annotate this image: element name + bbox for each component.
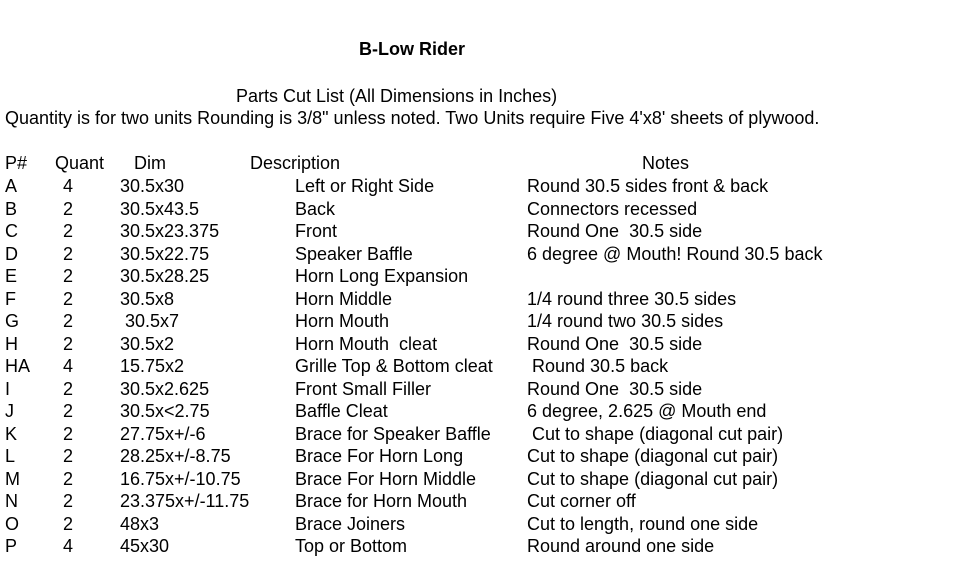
cell-quantity: 2: [63, 513, 74, 534]
cell-quantity: 2: [63, 446, 74, 466]
table-row: [0, 220, 966, 243]
cell-description: Brace Joiners: [295, 513, 406, 534]
table-row: [0, 535, 966, 558]
cell-dimension: 45x30: [120, 536, 170, 556]
cell-description: Horn Long Expansion: [295, 266, 469, 286]
cell-quantity: 2: [63, 198, 74, 219]
cell-quantity: 2: [63, 491, 74, 511]
cell-description: Top or Bottom: [295, 536, 408, 556]
cell-dimension: 23.375x+/-11.75: [120, 491, 250, 511]
cell-notes: Connectors recessed: [527, 198, 698, 219]
cell-description: Front: [295, 221, 338, 241]
table-row: [0, 400, 966, 423]
header-description: Description: [250, 153, 341, 173]
cell-part: B: [5, 198, 18, 219]
cell-part: HA: [5, 356, 31, 376]
table-row: [0, 378, 966, 401]
cell-notes: Cut corner off: [527, 491, 636, 511]
cell-part: K: [5, 423, 18, 444]
cell-dimension: 30.5x28.25: [120, 266, 210, 286]
cell-notes: Cut to shape (diagonal cut pair): [527, 446, 779, 466]
table-row: [0, 288, 966, 311]
cell-description: Front Small Filler: [295, 378, 432, 399]
cell-notes: Round around one side: [527, 536, 715, 556]
header-dimension: Dim: [134, 153, 166, 173]
cell-part: M: [5, 468, 20, 489]
cell-quantity: 4: [63, 536, 74, 556]
cell-description: Brace for Speaker Baffle: [295, 423, 491, 444]
cell-notes: Round One 30.5 side: [527, 378, 703, 399]
cell-part: I: [5, 378, 11, 399]
cell-part: C: [5, 221, 18, 241]
cell-quantity: 2: [63, 423, 74, 444]
table-row: [0, 355, 966, 378]
cell-dimension: 15.75x2: [120, 356, 185, 376]
cell-description: Left or Right Side: [295, 176, 435, 196]
document-title: B-Low Rider: [359, 39, 465, 59]
cell-dimension: 30.5x<2.75: [120, 401, 210, 421]
cell-description: Grille Top & Bottom cleat: [295, 356, 493, 376]
table-row: [0, 265, 966, 288]
cell-quantity: 2: [63, 221, 74, 241]
table-row: [0, 490, 966, 513]
cell-part: L: [5, 446, 16, 466]
table-row: [0, 445, 966, 468]
table-row: [0, 310, 966, 333]
cell-description: Horn Mouth cleat: [295, 333, 438, 354]
cell-quantity: 2: [63, 311, 74, 331]
cell-dimension: 30.5x8: [120, 288, 175, 309]
table-row: [0, 333, 966, 356]
cell-quantity: 2: [63, 378, 74, 399]
cell-description: Speaker Baffle: [295, 243, 413, 264]
cell-description: Horn Mouth: [295, 311, 390, 331]
cell-notes: Round 30.5 back: [527, 356, 669, 376]
cell-dimension: 30.5x23.375: [120, 221, 220, 241]
cell-part: O: [5, 513, 20, 534]
table-row: [0, 468, 966, 491]
cell-dimension: 30.5x7: [120, 311, 180, 331]
cell-notes: 1/4 round two 30.5 sides: [527, 311, 724, 331]
cell-quantity: 4: [63, 356, 74, 376]
cell-quantity: 2: [63, 333, 74, 354]
table-row: [0, 243, 966, 266]
cell-description: Baffle Cleat: [295, 401, 388, 421]
cell-notes: Cut to length, round one side: [527, 513, 759, 534]
document-subtitle: Parts Cut List (All Dimensions in Inches): [236, 86, 558, 106]
table-header: [0, 152, 966, 175]
cell-notes: 1/4 round three 30.5 sides: [527, 288, 737, 309]
cell-notes: Round 30.5 sides front & back: [527, 176, 769, 196]
cell-notes: 6 degree @ Mouth! Round 30.5 back: [527, 243, 823, 264]
cell-part: N: [5, 491, 18, 511]
cell-dimension: 16.75x+/-10.75: [120, 468, 241, 489]
cell-part: J: [5, 401, 14, 421]
cell-part: H: [5, 333, 18, 354]
table-row: [0, 513, 966, 536]
cell-quantity: 2: [63, 266, 74, 286]
cell-quantity: 2: [63, 243, 74, 264]
cell-quantity: 2: [63, 401, 74, 421]
cell-notes: Round One 30.5 side: [527, 333, 703, 354]
cell-quantity: 4: [63, 176, 74, 196]
cell-part: P: [5, 536, 18, 556]
header-notes: Notes: [642, 153, 690, 173]
cell-dimension: 30.5x2: [120, 333, 175, 354]
quantity-note: Quantity is for two units Rounding is 3/8" unless noted. Two Units require Five 4'x8' sheets of plywood.: [5, 108, 820, 128]
cell-dimension: 30.5x43.5: [120, 198, 200, 219]
cell-notes: Round One 30.5 side: [527, 221, 703, 241]
cell-part: D: [5, 243, 18, 264]
cell-description: Back: [295, 198, 336, 219]
cell-dimension: 30.5x2.625: [120, 378, 210, 399]
cell-part: F: [5, 288, 16, 309]
cell-notes: 6 degree, 2.625 @ Mouth end: [527, 401, 767, 421]
cell-description: Brace for Horn Mouth: [295, 491, 468, 511]
table-row: [0, 198, 966, 221]
cell-dimension: 30.5x30: [120, 176, 185, 196]
cell-dimension: 28.25x+/-8.75: [120, 446, 231, 466]
cell-quantity: 2: [63, 288, 74, 309]
cell-notes: Cut to shape (diagonal cut pair): [527, 423, 784, 444]
cell-part: G: [5, 311, 20, 331]
table-row: [0, 175, 966, 198]
cell-dimension: 48x3: [120, 513, 160, 534]
cell-part: E: [5, 266, 18, 286]
header-quantity: Quant: [55, 153, 105, 173]
cell-notes: Cut to shape (diagonal cut pair): [527, 468, 779, 489]
header-part: P#: [5, 153, 28, 173]
cell-dimension: 30.5x22.75: [120, 243, 210, 264]
cell-part: A: [5, 176, 18, 196]
cell-description: Brace For Horn Long: [295, 446, 464, 466]
cell-dimension: 27.75x+/-6: [120, 423, 206, 444]
table-row: [0, 423, 966, 446]
cell-quantity: 2: [63, 468, 74, 489]
cell-description: Brace For Horn Middle: [295, 468, 477, 489]
cell-description: Horn Middle: [295, 288, 393, 309]
